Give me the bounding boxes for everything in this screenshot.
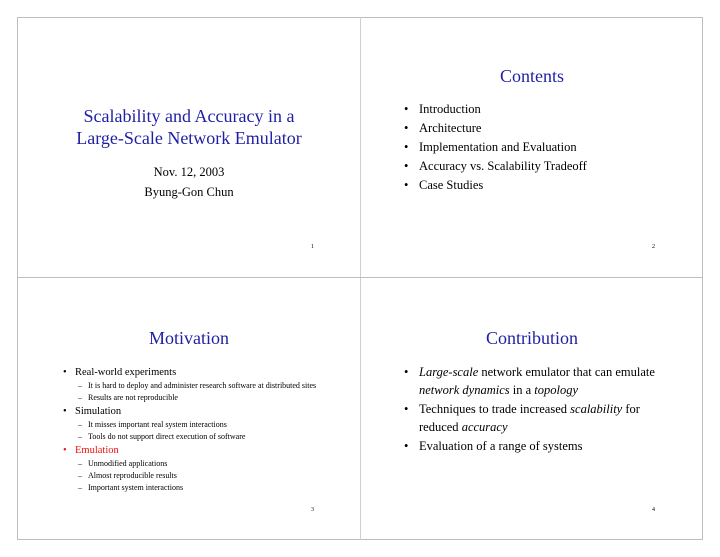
- motivation-list: [63, 364, 323, 495]
- slide-number: 2: [652, 244, 655, 250]
- sub-list-item: – It misses important real system interactions: [63, 420, 323, 430]
- text: in a: [509, 382, 535, 397]
- emphasis: Large-scale: [419, 365, 479, 379]
- list-item: • Introduction: [404, 100, 587, 119]
- sub-list-item: – Results are not reproducible: [63, 393, 323, 403]
- emphasis: topology: [534, 382, 579, 397]
- contribution-list: [404, 364, 666, 458]
- slide-title: Contribution: [485, 328, 578, 348]
- list-item: • Real-world experiments: [63, 366, 323, 380]
- presentation-date: Nov. 12, 2003: [153, 165, 225, 179]
- emphasis: accuracy: [461, 419, 508, 434]
- sub-list-item: – Almost reproducible results: [63, 471, 323, 481]
- text: Techniques to trade increased: [419, 402, 571, 416]
- emphasis: scalability: [570, 402, 623, 416]
- slide-title: [18, 105, 360, 149]
- sub-list-item: – It is hard to deploy and administer research software at distributed sites: [63, 381, 323, 391]
- title-line-1: Scalability and Accuracy in a: [83, 106, 295, 126]
- slide-1-title: [18, 18, 360, 277]
- slide-number: 4: [652, 507, 655, 513]
- list-item: • Simulation: [63, 405, 323, 419]
- slide-3-motivation: [18, 278, 360, 540]
- contents-list: [404, 100, 587, 195]
- sub-list-item: – Important system interactions: [63, 483, 323, 493]
- sub-list-item: – Tools do not support direct execution of software: [63, 432, 323, 442]
- slide-title: Contents: [499, 66, 564, 86]
- title-line-2: Large-Scale Network Emulator: [76, 128, 302, 148]
- list-item: [404, 401, 666, 436]
- emphasis: network dynamics: [419, 382, 510, 397]
- slide-2-contents: [361, 18, 703, 277]
- list-item: • Architecture: [404, 119, 587, 138]
- presenter-name: Byung-Gon Chun: [144, 185, 234, 199]
- list-item-highlighted: • Emulation: [63, 444, 323, 458]
- list-item: [404, 364, 666, 399]
- list-item: • Case Studies: [404, 176, 587, 195]
- slide-number: 1: [311, 244, 314, 250]
- text: network emulator that can emulate: [478, 365, 655, 379]
- list-item: • Evaluation of a range of systems: [404, 438, 666, 456]
- sub-list-item: – Unmodified applications: [63, 459, 323, 469]
- slide-title: Motivation: [149, 328, 229, 348]
- slide-number: 3: [311, 507, 314, 513]
- list-item: • Accuracy vs. Scalability Tradeoff: [404, 157, 587, 176]
- list-item: • Implementation and Evaluation: [404, 138, 587, 157]
- text: for reduced: [419, 402, 640, 434]
- slide-4-contribution: [361, 278, 703, 540]
